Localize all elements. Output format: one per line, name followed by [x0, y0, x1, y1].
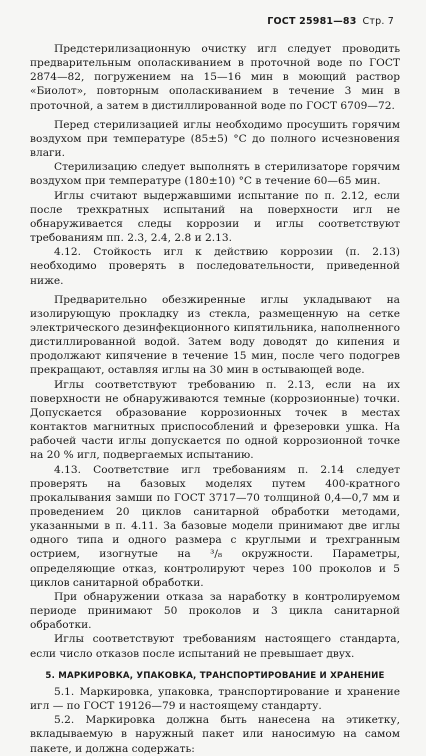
standard-number: ГОСТ 25981—83	[267, 16, 357, 27]
paragraph: При обнаружении отказа за наработку в контролируемом периоде принимают 50 проколов и 3 цикла санитарной обработки.	[30, 590, 400, 632]
paragraph: 5.1. Маркировка, упаковка, транспортирование и хранение игл — по ГОСТ 19126—79 и настоящему стандарту.	[30, 685, 400, 713]
paragraph: Предстерилизационную очистку игл следует проводить предварительным ополаскиванием в проточной воде по ГОСТ 2874—82, погружением на 15—16 мин в моющий раствор «Биолот», повторным ополаскиванием в течение 3 мин в проточной, а затем в дистиллированной воде по ГОСТ 6709—72.	[30, 43, 400, 112]
paragraph: Перед стерилизацией иглы необходимо просушить горячим воздухом при температуре (85±5) °С до полного исчезновения влаги.	[30, 118, 400, 160]
paragraph: Иглы считают выдержавшими испытание по п. 2.12, если после трехкратных испытаний на поверхности игл не обнаруживается следы коррозии и иглы соответствуют требованиям пп. 2.3, 2.4, 2.8 и 2.13.	[30, 189, 400, 245]
paragraph: 5.2. Маркировка должна быть нанесена на этикетку, вкладываемую в наружный пакет или наносимую на самом пакете, и должна содержать:	[30, 714, 400, 755]
paragraph: 4.12. Стойкость игл к действию коррозии (п. 2.13) необходимо проверять в последовательности, приведенной ниже.	[30, 246, 400, 287]
page-number: Стр. 7	[362, 16, 394, 27]
page-header	[267, 16, 394, 27]
paragraph: Стерилизацию следует выполнять в стерилизаторе горячим воздухом при температуре (180±10) °С в течение 60—65 мин.	[30, 161, 400, 188]
document-body	[30, 42, 400, 756]
section-heading: 5. МАРКИРОВКА, УПАКОВКА, ТРАНСПОРТИРОВАНИЕ И ХРАНЕНИЕ	[45, 670, 385, 681]
paragraph: 4.13. Соответствие игл требованиям п. 2.14 следует проверять на базовых моделях путем 400-кратного прокалывания замши по ГОСТ 3717—70 толщиной 0,4—0,7 мм и проведением 20 циклов санитарной обработки методами, указанными в п. 4.11. За базовые модели принимают две иглы одного типа и одного размера с круглыми и трехгранным острием, изогнутые на ³/₈ окружности. Параметры, определяющие отказ, контролируют через 100 проколов и 5 циклов санитарной обработки.	[30, 463, 400, 589]
paragraph: Предварительно обезжиренные иглы укладывают на изолирующую прокладку из стекла, размещенную на сетке электрического дезинфекционного кипятильника, наполненного дистиллированной водой. Затем воду доводят до кипения и продолжают кипячение в течение 15 мин, после чего подогрев прекращают, оставляя иглы на 30 мин в остывающей воде.	[30, 293, 400, 377]
paragraph: Иглы соответствуют требованию п. 2.13, если на их поверхности не обнаруживаются темные (коррозионные) точки. Допускается образование коррозионных точек в местах контактов магнитных приспособлений и фрезеровки ушка. На рабочей части иглы допускается по одной коррозионной точке на 20 % игл, подвергаемых испытанию.	[30, 378, 400, 462]
paragraph: Иглы соответствуют требованиям настоящего стандарта, если число отказов после испытаний не превышает двух.	[30, 633, 400, 660]
